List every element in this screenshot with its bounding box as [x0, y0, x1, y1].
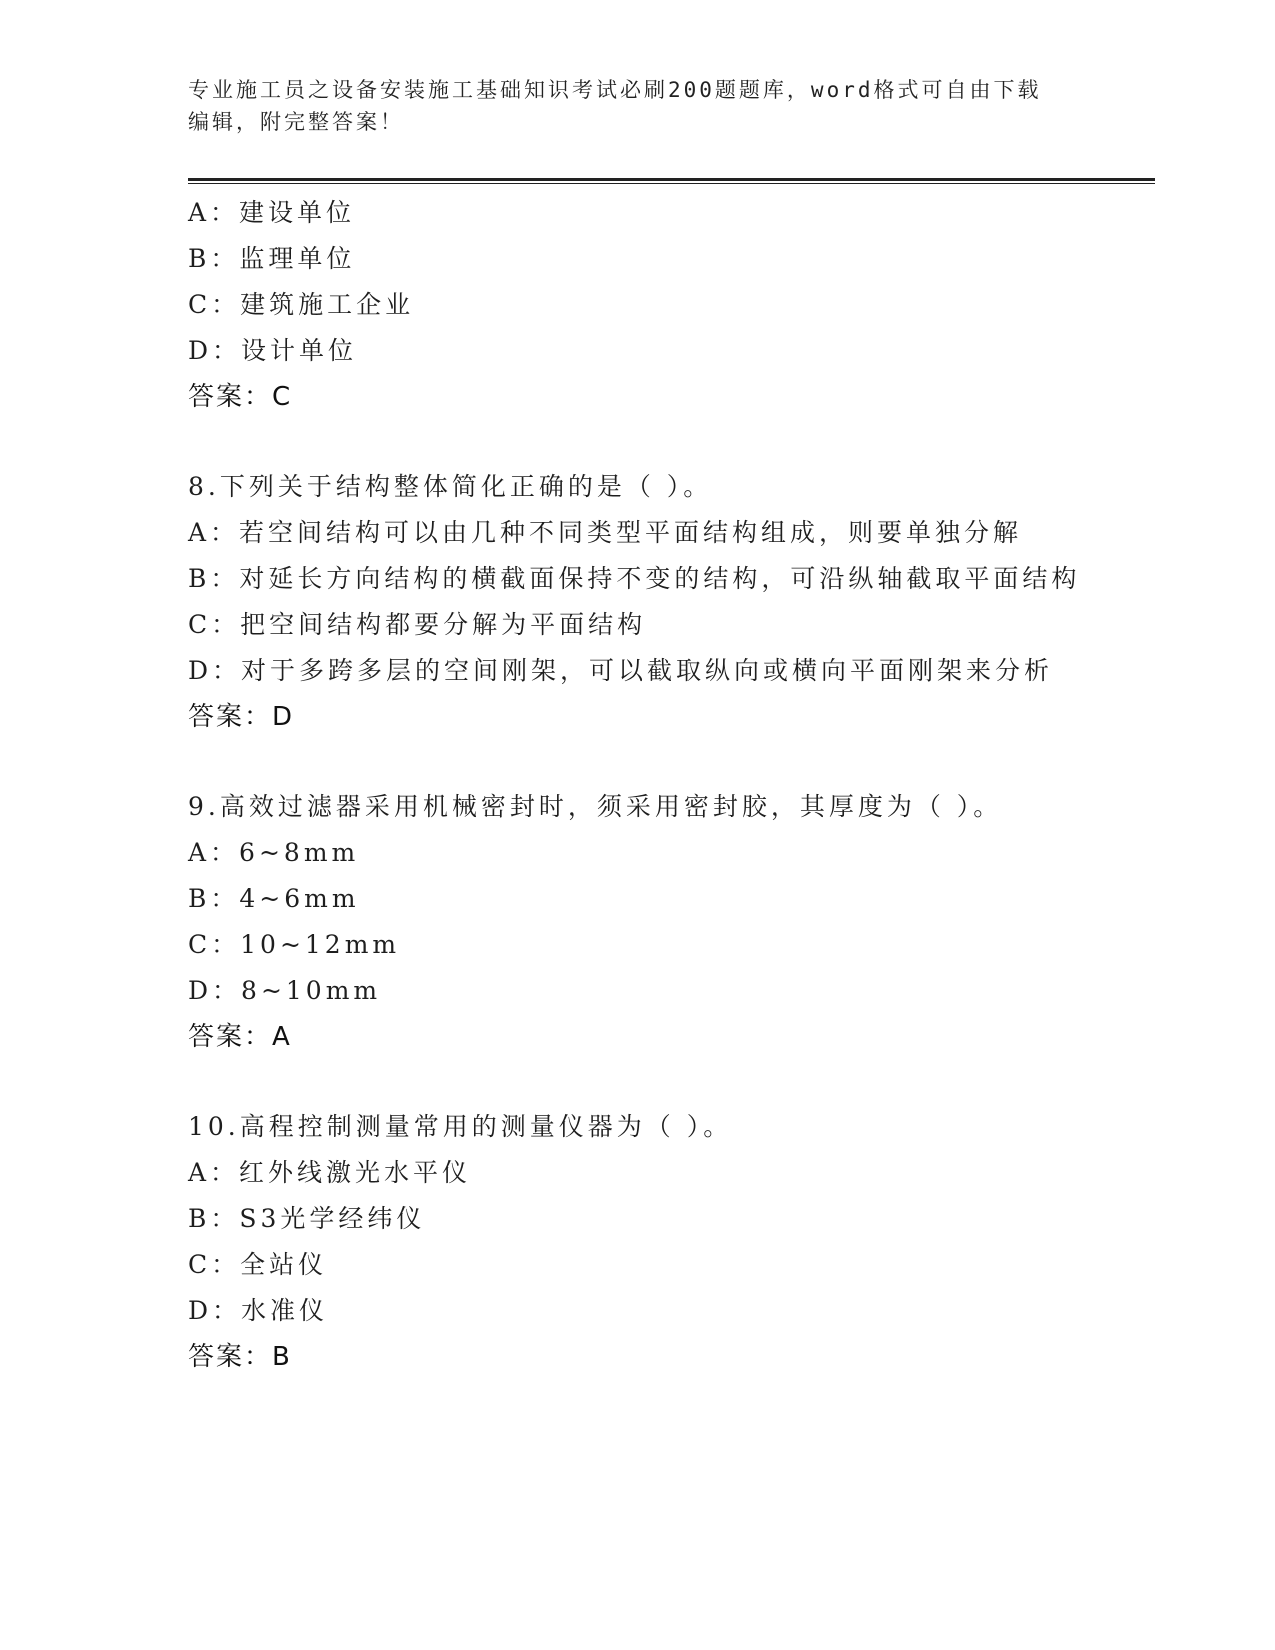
option-d: D：对于多跨多层的空间刚架，可以截取纵向或横向平面刚架来分析 — [188, 656, 1054, 685]
question-8-block — [188, 464, 1148, 740]
header-divider-thick — [188, 178, 1155, 181]
option-a: A：若空间结构可以由几种不同类型平面结构组成，则要单独分解 — [188, 518, 1023, 547]
answer-line: 答案：C — [188, 382, 293, 412]
spacer — [188, 1060, 1148, 1104]
header-title-line-1: 专业施工员之设备安装施工基础知识考试必刷200题题库，word格式可自由下载 — [188, 78, 1042, 102]
option-c: C：建筑施工企业 — [188, 290, 415, 319]
option-a: A：6~8mm — [188, 838, 360, 867]
option-c: C：把空间结构都要分解为平面结构 — [188, 610, 647, 639]
option-c: C：全站仪 — [188, 1250, 328, 1279]
option-b: B：4~6mm — [188, 884, 360, 913]
option-a: A：红外线激光水平仪 — [188, 1158, 472, 1187]
page-header — [188, 74, 1088, 138]
header-title-line-2: 编辑，附完整答案！ — [188, 110, 404, 134]
option-d: D：水准仪 — [188, 1296, 329, 1325]
option-d: D：8~10mm — [188, 976, 382, 1005]
header-divider-thin — [188, 183, 1155, 184]
question-text: 10.高程控制测量常用的测量仪器为（ ）。 — [188, 1112, 733, 1141]
answer-line: 答案：D — [188, 702, 295, 732]
spacer — [188, 420, 1148, 464]
answer-line: 答案：B — [188, 1342, 292, 1372]
option-b: B：监理单位 — [188, 244, 356, 273]
question-10-block — [188, 1104, 1148, 1380]
option-d: D：设计单位 — [188, 336, 358, 365]
option-b: B：对延长方向结构的横截面保持不变的结构，可沿纵轴截取平面结构 — [188, 564, 1081, 593]
question-7-block — [188, 190, 1148, 420]
spacer — [188, 740, 1148, 784]
option-c: C：10~12mm — [188, 930, 401, 959]
option-b: B：S3光学经纬仪 — [188, 1204, 426, 1233]
question-text: 8.下列关于结构整体简化正确的是（ ）。 — [188, 472, 713, 501]
question-list — [188, 190, 1148, 1380]
question-9-block — [188, 784, 1148, 1060]
option-a: A：建设单位 — [188, 198, 356, 227]
answer-line: 答案：A — [188, 1022, 292, 1052]
question-text: 9.高效过滤器采用机械密封时，须采用密封胶，其厚度为（ ）。 — [188, 792, 1003, 821]
